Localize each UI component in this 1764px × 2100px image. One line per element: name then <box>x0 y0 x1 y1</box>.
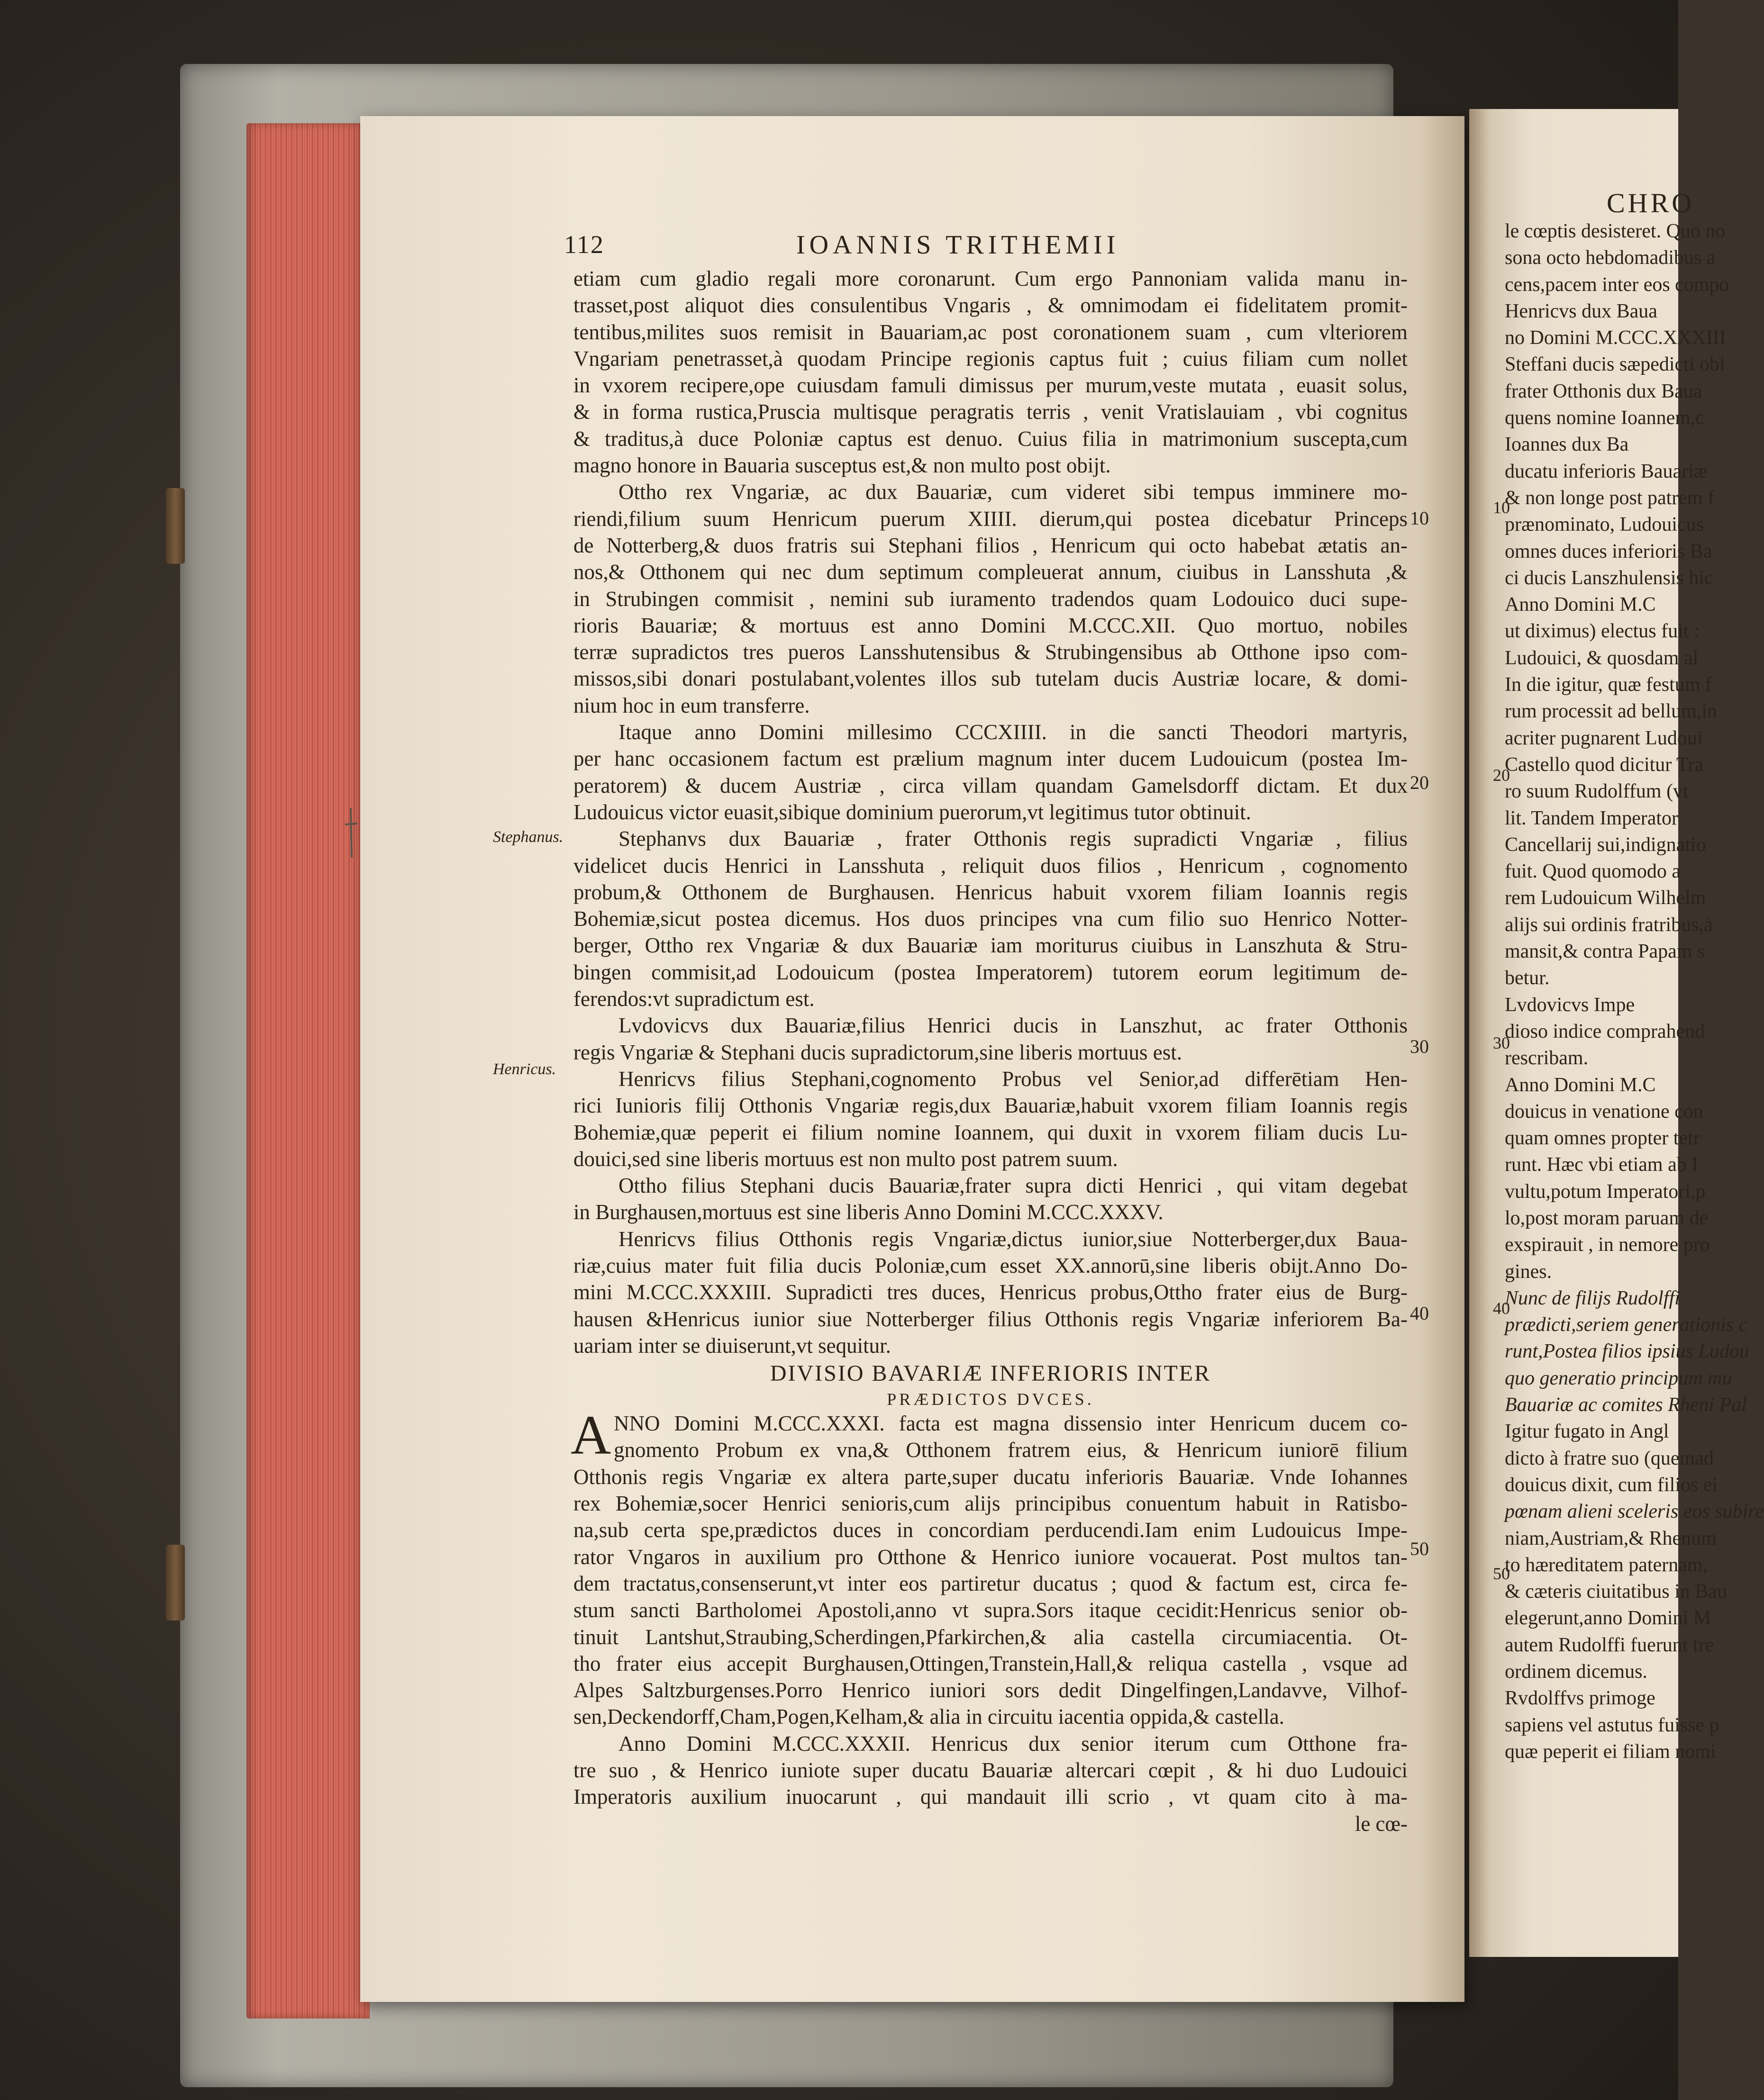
text-line: & traditus,à duce Poloniæ captus est denuo. Cuius filia in matrimonium suscepta,cum <box>573 426 1408 451</box>
section-first-line-text: NNO Domini M.CCC.XXXI. facta est magna dissensio inter Henricum ducem co- <box>614 1412 1408 1436</box>
clasp-bottom <box>166 1545 185 1620</box>
text-line: elegerunt,anno Domini M <box>1505 1607 1711 1629</box>
text-line: probum,& Otthonem de Burghausen. Henricus habuit vxorem filiam Ioannis regis <box>573 880 1408 904</box>
text-line: quam omnes propter tetr <box>1505 1127 1700 1150</box>
text-line: alijs sui ordinis fratribus,à <box>1505 914 1713 936</box>
text-line: Lvdovicvs Impe <box>1505 994 1635 1016</box>
text-line: rescribam. <box>1505 1047 1589 1069</box>
text-line: tentibus,milites suos remisit in Bauariam,ac post coronationem suam , cum vlteriorem <box>573 320 1408 344</box>
text-line: & in forma rustica,Prusciа multisque peragratis terris , venit Vratislauiam , vbi cognitus <box>573 400 1408 424</box>
facing-text-block <box>1505 218 1764 1765</box>
text-line: in Burghausen,mortuus est sine liberis Anno Domini M.CCC.XXXV. <box>573 1200 1164 1224</box>
text-line: ut diximus) electus fuit : <box>1505 620 1700 643</box>
text-line: Ludouicus victor euasit,sibique dominium puerorum,vt legitimus tutor obtinuit. <box>573 800 1251 824</box>
text-line: magno honore in Bauaria susceptus est,& non multo post obijt. <box>573 453 1111 478</box>
text-line: Ioannes dux Ba <box>1505 434 1629 456</box>
text-line: pœnam alieni sceleris eos subire <box>1505 1501 1764 1523</box>
text-line: Bohemiæ,sicut postea dicemus. Hos duos principes vna cum filio suo Henrico Notter- <box>573 907 1408 931</box>
text-line: omnes duces inferioris Ba <box>1505 540 1712 562</box>
text-line: douicus in venatione con <box>1505 1100 1703 1122</box>
text-line: quens nomine Ioannem,c <box>1505 407 1705 429</box>
text-line: douicus dixit, cum filios ei <box>1505 1474 1718 1496</box>
text-line: exspirauit , in nemore pro <box>1505 1234 1710 1256</box>
text-line: Anno Domini M.CCC.XXXII. Henricus dux senior iterum cum Otthone fra- <box>618 1731 1408 1756</box>
section-second-line: gnomento Probum ex vna,& Otthonem fratrem eius, & Henricum iuniorē filium <box>614 1438 1408 1462</box>
text-line: rator Vngaros in auxilium pro Otthone & Henrico iuniore vocauerat. Post multos tan- <box>573 1545 1408 1569</box>
text-line: cens,pacem inter eos compo <box>1505 273 1729 296</box>
text-line: Henricvs filius Otthonis regis Vngariæ,dictus iunior,siue Notterberger,dux Baua- <box>618 1227 1408 1251</box>
red-page-edges <box>246 123 370 2019</box>
text-line: peratorem) & ducem Austriæ , circa villam quandam Gamelsdorff dictam. Et dux <box>573 773 1408 797</box>
text-line: & non longe post patrem f <box>1505 487 1715 509</box>
text-line: prædicti,seriem generationis c <box>1505 1314 1748 1336</box>
text-line: le cœptis desisteret. Quo no <box>1505 220 1726 242</box>
pencil-annotation-mark <box>341 806 360 862</box>
text-line: rioris Bauariæ; & mortuus est anno Domini M.CCC.XII. Quo mortuo, nobiles <box>573 613 1408 637</box>
section-paragraphs <box>573 1464 1408 1810</box>
text-line: bingen commisit,ad Lodouicum (postea Imperatorem) tutorem eorum legitimum de- <box>573 960 1408 984</box>
text-line: Itaque anno Domini millesimo CCCXIIII. in die sancti Theodori martyris, <box>618 720 1408 744</box>
text-line: nium hoc in eum transferre. <box>573 693 810 717</box>
text-line: ci ducis Lanszhulensis hic <box>1505 567 1713 589</box>
text-line: lit. Tandem Imperator <box>1505 807 1679 829</box>
text-line: tre suo , & Henrico iuniote super ducatu Bauariæ altercari cœpit , & hi duo Ludouici <box>573 1758 1408 1783</box>
text-line: Ludouici, & quosdam al <box>1505 647 1699 669</box>
text-line: runt,Postea filios ipsius Ludou <box>1505 1340 1749 1363</box>
text-line: no Domini M.CCC.XXXIII <box>1505 327 1726 349</box>
margin-note-henricus: Henricus. <box>493 1060 556 1078</box>
text-line: ducatu inferioris Bauariæ <box>1505 460 1707 482</box>
text-line: douici,sed sine liberis mortuus est non multo post patrem suum. <box>573 1147 1118 1171</box>
text-line: vultu,potum Imperatori,p <box>1505 1180 1706 1203</box>
text-line: to hæreditatem paternam, <box>1505 1554 1708 1576</box>
text-line: na,sub certa spe,prædictos duces in concordiam perducendi.Iam enim Ludouicus Impe- <box>573 1518 1408 1542</box>
text-line: ro suum Rudolffum (vt <box>1505 780 1689 803</box>
margin-note-stephanus: Stephanus. <box>493 828 564 846</box>
text-line: Castello quod dicitur Tra <box>1505 753 1703 776</box>
main-paragraphs <box>573 265 1408 1359</box>
text-line: dioso indice comprahend <box>1505 1020 1705 1042</box>
text-line: trasset,post aliquot dies consulentibus Vngaris , & omnimodam ei fidelitatem promit- <box>573 293 1408 317</box>
text-line: frater Otthonis dux Baua <box>1505 380 1702 402</box>
text-line: Henricvs dux Baua <box>1505 300 1657 322</box>
text-line: betur. <box>1505 967 1550 989</box>
line-number: 30 <box>1410 1036 1429 1057</box>
text-line: terræ supradictos tres pueros Lansshutensibus & Strubingensibus ab Otthone ipso com- <box>573 640 1408 664</box>
text-line: riendi,filium suum Henricum puerum XIIII. dierum,qui postea dicebatur Princeps <box>573 507 1408 531</box>
text-line: Otthonis regis Vngariæ ex altera parte,super ducatu inferioris Bauariæ. Vnde Iohannes <box>573 1465 1408 1489</box>
text-line: regis Vngariæ & Stephani ducis supradictorum,sine liberis mortuus est. <box>573 1040 1182 1064</box>
text-line: rum processit ad bellum,in <box>1505 700 1717 723</box>
text-line: de Notterberg,& duos fratris sui Stephani filios , Henricum qui octo habebat ætatis an- <box>573 533 1408 557</box>
text-line: prænominato, Ludouicus <box>1505 514 1704 536</box>
text-line: Ottho filius Stephani ducis Bauariæ,frater supra dicti Henrici , qui vitam degebat <box>618 1174 1408 1198</box>
text-line: sona octo hebdomadibus a <box>1505 247 1716 269</box>
text-line: Lvdovicvs dux Bauariæ,filius Henrici ducis in Lanszhut, ac frater Otthonis <box>618 1014 1408 1038</box>
facing-line-number: 40 <box>1493 1299 1510 1318</box>
drop-capital: A <box>571 1404 611 1466</box>
text-line: tinuit Lantshut,Straubing,Scherdingen,Pfarkirchen,& alia castella circumiacentia. Ot- <box>573 1625 1408 1649</box>
text-line: nos,& Otthonem qui nec dum septimum compleuerat annum, ciuibus in Lansshuta ,& <box>573 560 1408 584</box>
line-number: 50 <box>1410 1538 1429 1559</box>
text-line: gines. <box>1505 1260 1552 1283</box>
text-line: tho frater eius accepit Burghausen,Ottingen,Transtein,Hall,& reliqua castella , vsque ad <box>573 1651 1408 1675</box>
line-number: 20 <box>1410 772 1429 793</box>
text-line: Anno Domini M.C <box>1505 1074 1656 1096</box>
text-line: fuit. Quod quomodo a <box>1505 860 1681 883</box>
text-line: dem tractatus,consenserunt,vt inter eos partiretur ducatus ; quod & factum est, circa fe- <box>573 1571 1408 1595</box>
text-line: Vngariam penetrasset,à quodam Principe regionis captus fuit ; cuius filiam cum nollet <box>573 346 1408 371</box>
text-line: mansit,& contra Papam s <box>1505 941 1705 963</box>
text-line: Bohemiæ,quæ peperit ei filium nomine Ioannem, qui duxit in vxorem filiam ducis Lu- <box>573 1120 1408 1144</box>
text-line: rex Bohemiæ,socer Henrici senioris,cum alijs principibus conuentum habuit in Ratisbo- <box>573 1492 1408 1516</box>
text-line: in vxorem recipere,ope cuiusdam famuli dimissus per murum,veste mutata , euasit solus, <box>573 373 1408 398</box>
folio-number: 112 <box>564 230 604 259</box>
line-number: 10 <box>1410 507 1429 529</box>
text-line: ferendos:vt supradictum est. <box>573 987 815 1011</box>
text-line: Anno Domini M.C <box>1505 594 1656 616</box>
text-line: Bauariæ ac comites Rheni Pal <box>1505 1394 1747 1416</box>
text-line: berger, Ottho rex Vngariæ & dux Bauariæ iam moriturus ciuibus in Lanszhuta & Stru- <box>573 933 1408 958</box>
text-line: Alpes Saltzburgenses.Porro Henrico iuniori sors dedit Dingelfingen,Landavve, Vilhof- <box>573 1678 1408 1702</box>
text-line: in Strubingen commisit , nemini sub iuramento tradendos quam Lodouico duci supe- <box>573 587 1408 611</box>
text-line: quo generatio principum mu <box>1505 1367 1732 1389</box>
facing-line-number: 30 <box>1493 1033 1510 1052</box>
text-line: Nunc de filijs Rudolffi <box>1505 1287 1680 1309</box>
text-line: missos,sibi donari postulabant,volentes illos sub tutelam ducis Austriæ locare, & domi- <box>573 667 1408 691</box>
text-line: stum sancti Bartholomei Apostoli,anno vt supra.Sors itaque cecidit:Henricus senior ob- <box>573 1598 1408 1622</box>
text-line: niam,Austriam,& Rhenum <box>1505 1527 1717 1549</box>
facing-line-number: 20 <box>1493 766 1510 785</box>
page-header <box>564 230 1408 268</box>
facing-line-number: 50 <box>1493 1564 1510 1583</box>
text-line: Igitur fugato in Angl <box>1505 1421 1669 1443</box>
text-line: Cancellarij sui,indignatio <box>1505 833 1706 856</box>
catchword: le cœ- <box>1355 1811 1408 1836</box>
text-line: rem Ludouicum Wilhelm <box>1505 887 1706 909</box>
line-number: 40 <box>1410 1303 1429 1324</box>
text-line: acriter pugnarent Ludoui <box>1505 727 1703 749</box>
facing-running-head: CHRO <box>1607 188 1695 218</box>
text-line: Ottho rex Vngariæ, ac dux Bauariæ, cum videret sibi tempus imminere mo- <box>618 480 1408 504</box>
text-line: dicto à fratre suo (quemad <box>1505 1447 1714 1469</box>
text-line: runt. Hæc vbi etiam ab I <box>1505 1154 1699 1176</box>
text-line: quæ peperit ei filiam nomi <box>1505 1740 1716 1763</box>
text-line: Rvdolffvs primoge <box>1505 1687 1655 1710</box>
text-line: hausen &Henricus iunior siue Notterberger filius Otthonis regis Vngariæ inferiorem Ba- <box>573 1307 1408 1331</box>
text-line: Henricvs filius Stephani,cognomento Probus vel Senior,ad differētiam Hen- <box>618 1067 1408 1091</box>
text-line: uariam inter se diuiserunt,vt sequitur. <box>573 1333 891 1358</box>
text-line: lo,post moram paruam de <box>1505 1207 1709 1229</box>
text-line: Imperatoris auxilium inuocarunt , qui mandauit illi scrio , vt quam cito à ma- <box>573 1785 1408 1809</box>
text-line: videlicet ducis Henrici in Lansshuta , reliquit duos filios , Henricum , cognomento <box>573 853 1408 878</box>
text-line: rici Iunioris filij Otthonis Vngariæ regis,dux Bauariæ,habuit vxorem filiam Ioannis regis <box>573 1094 1408 1118</box>
section-subheading: PRÆDICTOS DVCES. <box>887 1390 1094 1409</box>
text-line: sen,Deckendorff,Cham,Pogen,Kelham,& alia in circuitu iacentia oppida,& castella. <box>573 1705 1284 1729</box>
clasp-top <box>166 488 185 564</box>
text-line: autem Rudolffi fuerunt tre <box>1505 1634 1714 1656</box>
text-line: riæ,cuius mater fuit filia ducis Poloniæ,cum esset XX.annorū,sine liberis obijt.Anno Do- <box>573 1253 1408 1277</box>
text-line: & cæteris ciuitatibus in Bau <box>1505 1581 1727 1603</box>
text-line: sapiens vel astutus fuisse p <box>1505 1714 1719 1736</box>
facing-line-number: 10 <box>1493 498 1510 517</box>
running-title: IOANNIS TRITHEMII <box>796 230 1120 260</box>
text-line: mini M.CCC.XXXIII. Supradicti tres duces, Henricus probus,Ottho frater eius de Burg- <box>573 1280 1408 1304</box>
section-heading: DIVISIO BAVARIÆ INFERIORIS INTER <box>770 1361 1211 1386</box>
text-line: per hanc occasionem factum est prælium magnum inter ducem Ludouicum (postea Im- <box>573 747 1408 771</box>
text-line: etiam cum gladio regali more coronarunt. Cum ergo Pannoniam valida manu in- <box>573 267 1408 290</box>
main-text-block <box>573 265 1408 1837</box>
text-line: ordinem dicemus. <box>1505 1661 1647 1683</box>
text-line: Stephanvs dux Bauariæ , frater Otthonis regis supradicti Vngariæ , filius <box>618 827 1408 851</box>
text-line: In die igitur, quæ festum f <box>1505 674 1712 696</box>
text-line: Steffani ducis sæpedicti obi <box>1505 353 1725 376</box>
